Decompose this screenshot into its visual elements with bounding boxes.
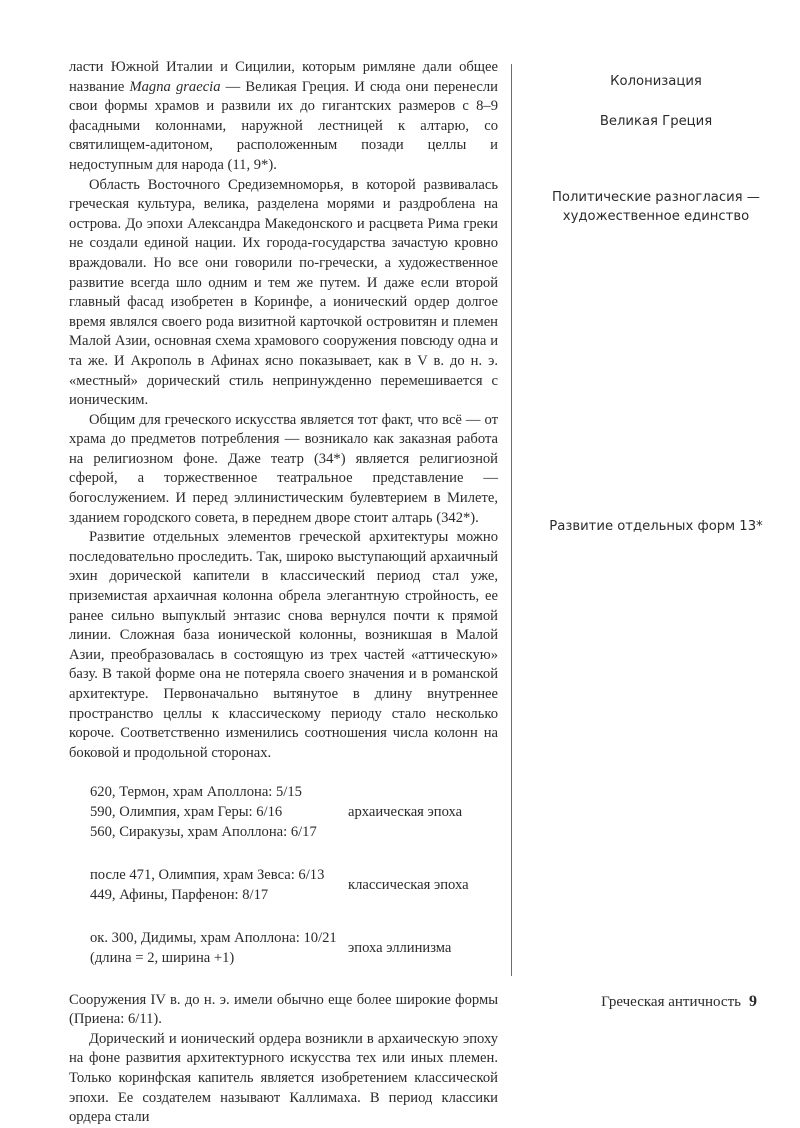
sidebar-note-development-of-forms: Развитие отдельных форм 13* (549, 519, 763, 534)
sidebar-note-magna-graecia: Великая Греция (599, 114, 713, 129)
table-entry: ок. 300, Дидимы, храм Аполлона: 10/21 (90, 930, 337, 947)
main-text-column (69, 58, 498, 1128)
temple-proportions-table (90, 783, 498, 968)
table-entry: после 471, Олимпия, храм Зевса: 6/13 (90, 867, 325, 884)
page-footer (601, 992, 757, 1012)
table-entry: (длина = 2, ширина +1) (90, 949, 235, 966)
paragraph (69, 58, 498, 176)
running-title: Греческая античность (601, 994, 741, 1010)
column-divider (511, 64, 512, 976)
paragraph-text: — Великая Греция. И сюда они перенесли свои формы храмов и развили их до гигантских размеров с 8–9 фасадными колоннами, наружной лестницей к алтарю, со святилищем-адитоном, расположенным позади целлы и недоступным для народа (11, 9*). (69, 78, 498, 173)
table-entry: 449, Афины, Парфенон: 8/17 (90, 886, 269, 903)
paragraph: Развитие отдельных элементов греческой архитектуры можно последовательно проследить. Так, широко выступающий архаичный эхин дорической капители в классический период стал уже, приземистая архаичная колонна обрела элегантную стройность, ее ранее сильно выпуклый энтазис снова вернулся почти к прямой линии. Сложная база ионической колонны, возникшая в Малой Азии, преобразовалась в состоящую из трех частей «аттическую» базу. В такой форме она не потеряла своего значения и в романской архитектуре. Первоначально вытянутое в длину внутреннее пространство целлы к классическому периоду стало несколько короче. Соответственно изменились соотношения числа колонн на боковой и продольной сторонах. (69, 529, 498, 761)
table-entries (90, 783, 348, 842)
paragraph: Сооружения IV в. до н. э. имели обычно еще более широкие формы (Приена: 6/11). (69, 991, 498, 1028)
table-entry: 560, Сиракузы, храм Аполлона: 6/17 (90, 823, 317, 840)
paragraph: Общим для греческого искусства является тот факт, что всё — от храма до предметов потребления — возникало как заказная работа на религиозном фоне. Даже театр (34*) является религиозной сферой, а торжественное театральное представление — богослужением. И перед эллинистическим булевтерием в Милете, зданием городского совета, в переднем дворе стоит алтарь (342*). (69, 411, 498, 526)
italic-term: Magna graecia (129, 78, 221, 95)
era-label: эпоха эллинизма (348, 940, 452, 957)
table-group-hellenistic (90, 929, 498, 968)
sidebar-note-colonization: Колонизация (610, 74, 702, 89)
page-number: 9 (749, 993, 757, 1010)
table-group-archaic (90, 783, 498, 842)
paragraph: Область Восточного Средиземноморья, в которой развивалась греческая культура, велика, разделена морями и раздроблена на острова. До эпохи Александра Македонского и расцвета Рима греки не создали единой нации. Их города-государства зачастую кровно враждовали. Но все они говорили по-гречески, а художественное развитие всегда шло одним и тем же путем. И даже если второй главный фасад изобретен в Коринфе, а ионический ордер долгое время являлся своего рода визитной карточкой островитян и племен Малой Азии, основная схема храмового сооружения повсюду одна и та же. И Акрополь в Афинах ясно показывает, как в V в. до н. э. «местный» дорический стиль непринужденно перемешивается с ионическим. (69, 176, 498, 409)
paragraph: Дорический и ионический ордера возникли в архаическую эпоху на фоне развития архитектурного искусства тех или иных племен. Только коринфская капитель является изобретением классической эпохи. Ее создателем называют Каллимаха. В период классики ордера стали (69, 1030, 498, 1126)
table-entries (90, 929, 348, 968)
table-entry: 590, Олимпия, храм Геры: 6/16 (90, 803, 283, 820)
era-label: классическая эпоха (348, 876, 469, 893)
paragraph-text: ласти Южной Италии и Сицилии, которым римляне дали общее название (69, 59, 498, 95)
sidebar-note-political-disagreements: Политические разногласия — художественное единство (552, 190, 760, 224)
era-label: архаическая эпоха (348, 803, 463, 820)
table-group-classical (90, 866, 498, 905)
table-entry: 620, Термон, храм Аполлона: 5/15 (90, 784, 302, 801)
table-entries (90, 866, 348, 905)
